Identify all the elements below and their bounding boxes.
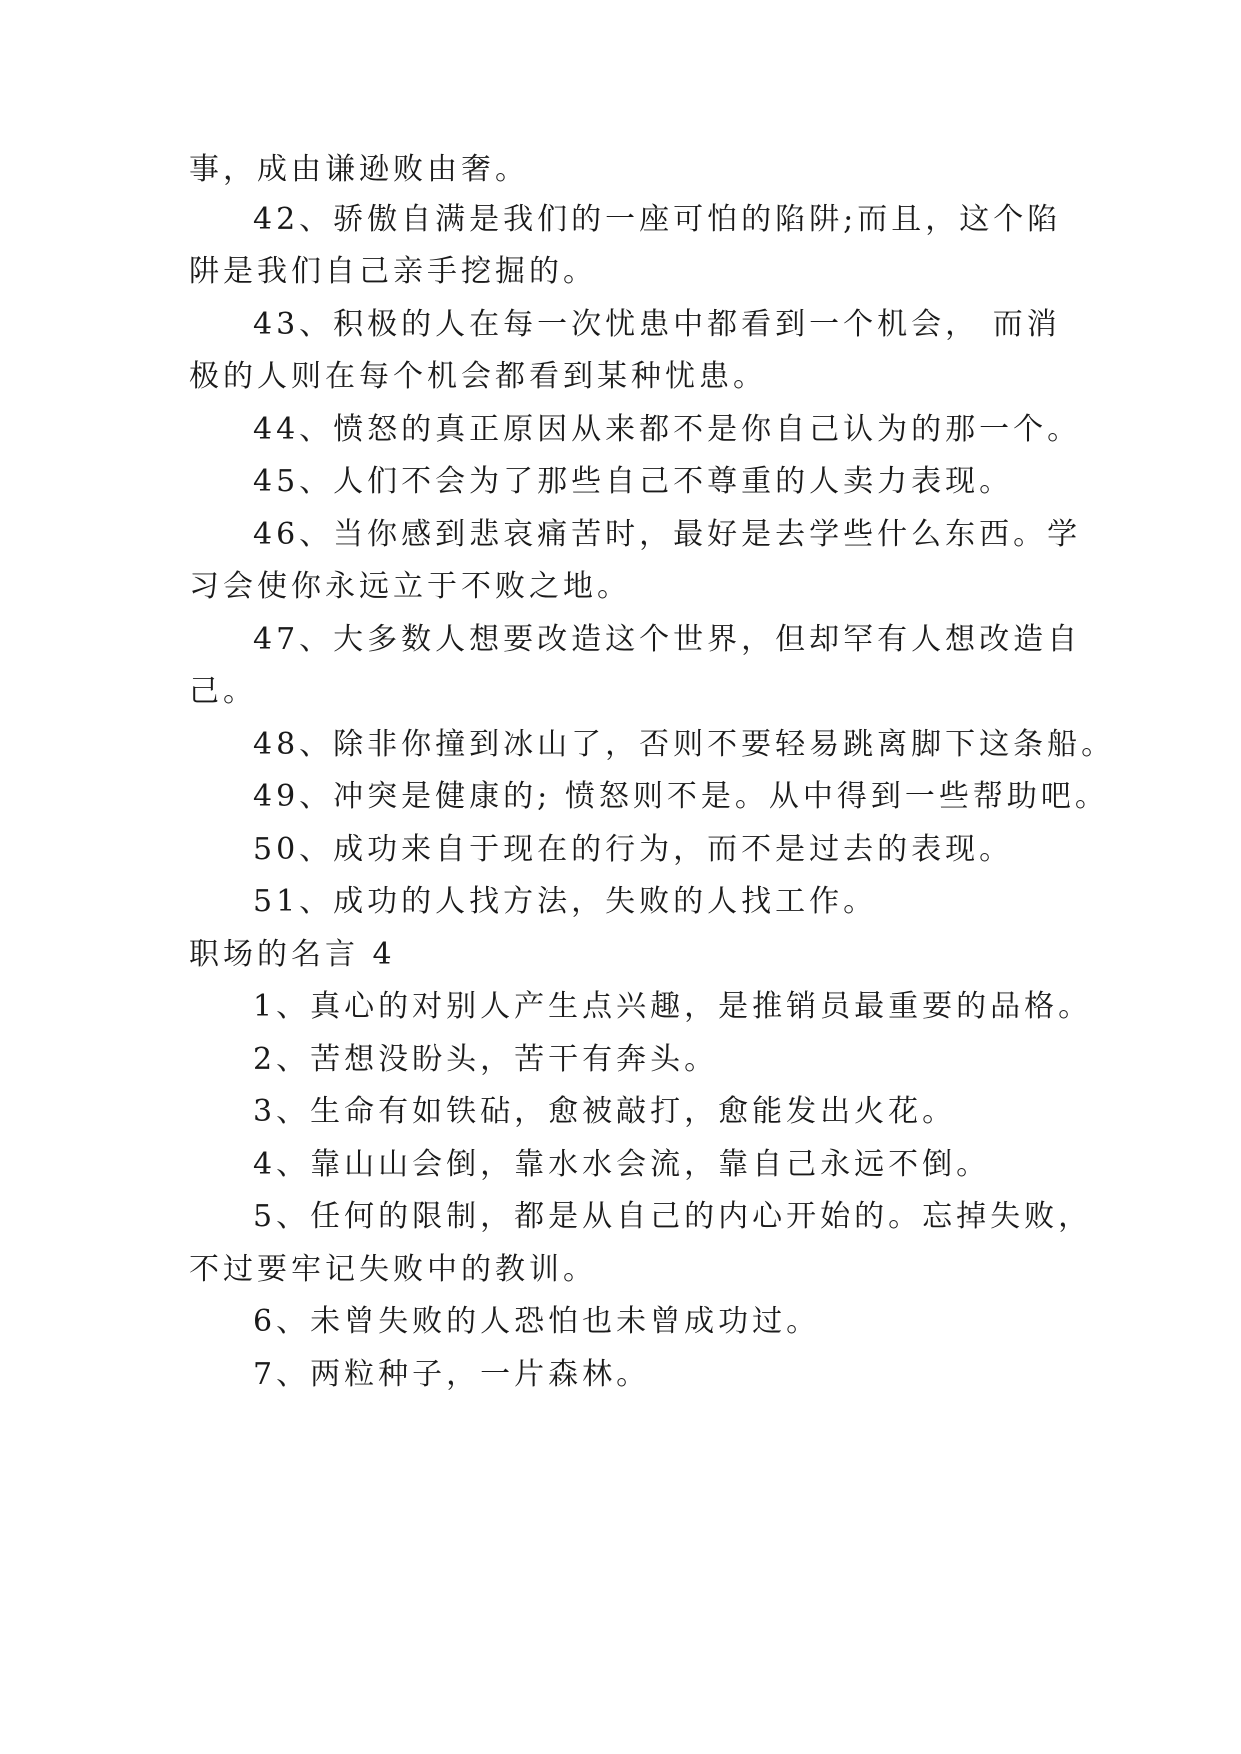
text-line: 3、生命有如铁砧，愈被敲打，愈能发出火花。 xyxy=(253,1094,957,1129)
text-line: 48、除非你撞到冰山了，否则不要轻易跳离脚下这条船。 xyxy=(253,727,1116,762)
text-line: 46、当你感到悲哀痛苦时，最好是去学些什么东西。学 xyxy=(253,517,1082,552)
text-line: 极的人则在每个机会都看到某种忧患。 xyxy=(189,359,767,394)
text-line: 事，成由谦逊败由奢。 xyxy=(189,152,529,187)
text-line: 42、骄傲自满是我们的一座可怕的陷阱;而且，这个陷 xyxy=(253,202,1062,237)
text-line: 45、人们不会为了那些自己不尊重的人卖力表现。 xyxy=(253,464,1014,499)
text-line: 不过要牢记失败中的教训。 xyxy=(189,1252,597,1287)
text-line: 习会使你永远立于不败之地。 xyxy=(189,569,631,604)
text-line: 阱是我们自己亲手挖掘的。 xyxy=(189,254,597,289)
text-line: 1、真心的对别人产生点兴趣，是推销员最重要的品格。 xyxy=(253,989,1093,1024)
text-line: 50、成功来自于现在的行为，而不是过去的表现。 xyxy=(253,832,1014,867)
text-line: 47、大多数人想要改造这个世界，但却罕有人想改造自 xyxy=(253,622,1082,657)
text-line: 5、任何的限制，都是从自己的内心开始的。忘掉失败， xyxy=(253,1199,1093,1234)
text-line: 2、苦想没盼头，苦干有奔头。 xyxy=(253,1042,719,1077)
text-line: 4、靠山山会倒，靠水水会流，靠自己永远不倒。 xyxy=(253,1147,991,1182)
text-line: 己。 xyxy=(189,674,257,709)
text-line: 6、未曾失败的人恐怕也未曾成功过。 xyxy=(253,1304,821,1339)
text-line: 43、积极的人在每一次忧患中都看到一个机会， 而消 xyxy=(253,307,1061,342)
section-heading: 职场的名言 4 xyxy=(189,937,396,972)
text-line: 7、两粒种子，一片森林。 xyxy=(253,1357,651,1392)
text-line: 44、愤怒的真正原因从来都不是你自己认为的那一个。 xyxy=(253,412,1082,447)
text-line: 49、冲突是健康的; 愤怒则不是。从中得到一些帮助吧。 xyxy=(253,779,1109,814)
text-line: 51、成功的人找方法，失败的人找工作。 xyxy=(253,884,878,919)
